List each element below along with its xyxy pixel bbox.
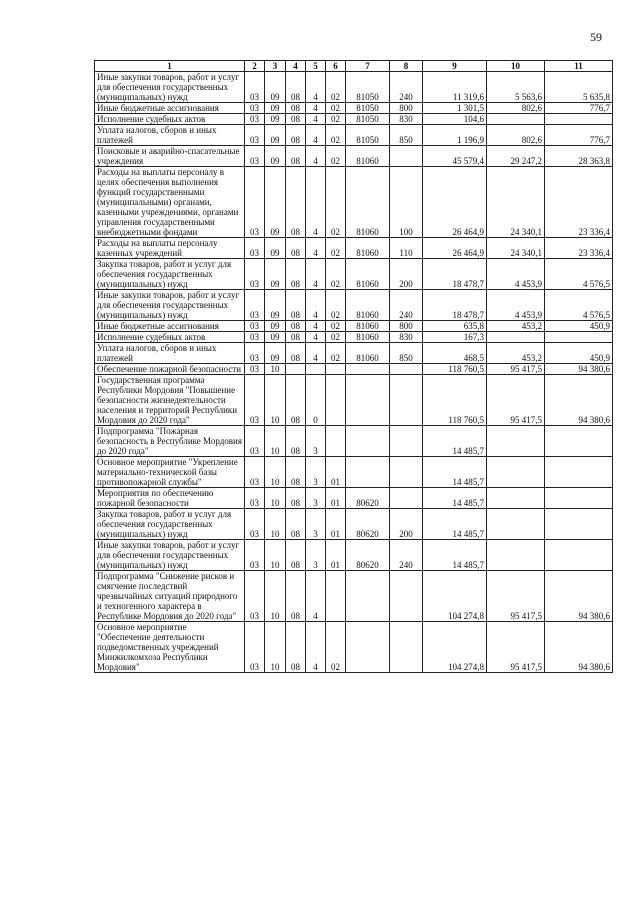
code-cell: 08: [286, 146, 306, 167]
code-cell: 03: [245, 146, 265, 167]
amount-cell: 802,6: [487, 103, 545, 114]
code-cell: 01: [326, 540, 346, 571]
code-cell: 4: [306, 125, 326, 146]
code-cell: 3: [306, 426, 326, 457]
amount-cell: 450,9: [545, 343, 613, 364]
amount-cell: 18 478,7: [423, 259, 487, 290]
code-cell: 03: [245, 114, 265, 125]
amount-cell: 450,9: [545, 321, 613, 332]
code-cell: [346, 364, 390, 375]
code-cell: 09: [265, 321, 286, 332]
code-cell: 02: [326, 332, 346, 343]
amount-cell: 167,3: [423, 332, 487, 343]
code-cell: 08: [286, 114, 306, 125]
header-cell: 6: [326, 61, 346, 72]
amount-cell: 26 464,9: [423, 238, 487, 259]
row-name-cell: Уплата налогов, сборов и иных платежей: [95, 343, 245, 364]
code-cell: 09: [265, 343, 286, 364]
row-name-cell: Поисковые и аварийно-спасательные учреждения: [95, 146, 245, 167]
table-row: [95, 540, 613, 571]
code-cell: 03: [245, 540, 265, 571]
code-cell: 4: [306, 343, 326, 364]
amount-cell: 45 579,4: [423, 146, 487, 167]
table-row: [95, 103, 613, 114]
code-cell: 08: [286, 125, 306, 146]
code-cell: 240: [390, 72, 423, 103]
code-cell: 09: [265, 238, 286, 259]
code-cell: 08: [286, 375, 306, 426]
amount-cell: 23 336,4: [545, 238, 613, 259]
code-cell: 09: [265, 290, 286, 321]
code-cell: 4: [306, 167, 326, 238]
code-cell: 08: [286, 290, 306, 321]
amount-cell: 4 576,5: [545, 290, 613, 321]
code-cell: 4: [306, 114, 326, 125]
row-name-cell: Подпрограмма "Снижение рисков и смягчение последствий чрезвычайных ситуаций природного и техногенного характера в Республике Мордовия до 2020 года": [95, 571, 245, 622]
code-cell: 08: [286, 103, 306, 114]
amount-cell: 118 760,5: [423, 364, 487, 375]
code-cell: 3: [306, 488, 326, 509]
table-row: [95, 364, 613, 375]
code-cell: 81060: [346, 238, 390, 259]
code-cell: 03: [245, 622, 265, 673]
code-cell: 81060: [346, 290, 390, 321]
code-cell: 80620: [346, 540, 390, 571]
code-cell: 4: [306, 259, 326, 290]
code-cell: [286, 364, 306, 375]
amount-cell: 24 340,1: [487, 167, 545, 238]
table-row: [95, 146, 613, 167]
amount-cell: 14 485,7: [423, 457, 487, 488]
amount-cell: 776,7: [545, 125, 613, 146]
code-cell: 09: [265, 72, 286, 103]
code-cell: 03: [245, 103, 265, 114]
code-cell: 01: [326, 457, 346, 488]
code-cell: 03: [245, 332, 265, 343]
code-cell: [346, 571, 390, 622]
amount-cell: [487, 426, 545, 457]
code-cell: 81060: [346, 321, 390, 332]
amount-cell: 14 485,7: [423, 509, 487, 540]
code-cell: 81050: [346, 114, 390, 125]
code-cell: 4: [306, 321, 326, 332]
amount-cell: 14 485,7: [423, 540, 487, 571]
code-cell: [306, 364, 326, 375]
table-row: [95, 72, 613, 103]
code-cell: 10: [265, 426, 286, 457]
amount-cell: [545, 457, 613, 488]
header-cell: 4: [286, 61, 306, 72]
amount-cell: 95 417,5: [487, 364, 545, 375]
table-row: [95, 125, 613, 146]
code-cell: [390, 488, 423, 509]
code-cell: 03: [245, 509, 265, 540]
amount-cell: 1 301,5: [423, 103, 487, 114]
code-cell: 3: [306, 457, 326, 488]
row-name-cell: Государственная программа Республики Мордовия "Повышение безопасности жизнедеятельности населения и территорий Республики Мордовия до 2020 года": [95, 375, 245, 426]
code-cell: 03: [245, 125, 265, 146]
code-cell: [346, 426, 390, 457]
amount-cell: 104 274,8: [423, 571, 487, 622]
amount-cell: [487, 509, 545, 540]
budget-table: [94, 60, 613, 673]
code-cell: 08: [286, 259, 306, 290]
code-cell: 4: [306, 72, 326, 103]
row-name-cell: Основное мероприятие "Укрепление материально-технической базы противопожарной службы": [95, 457, 245, 488]
amount-cell: 95 417,5: [487, 375, 545, 426]
table-row: [95, 426, 613, 457]
code-cell: 81060: [346, 259, 390, 290]
code-cell: 10: [265, 509, 286, 540]
amount-cell: 24 340,1: [487, 238, 545, 259]
amount-cell: [545, 540, 613, 571]
code-cell: 240: [390, 290, 423, 321]
row-name-cell: Основное мероприятие "Обеспечение деятельности подведомственных учреждений Минжилкомхоза Республики Мордовия": [95, 622, 245, 673]
amount-cell: [545, 114, 613, 125]
code-cell: 81050: [346, 103, 390, 114]
table-row: [95, 332, 613, 343]
code-cell: 02: [326, 343, 346, 364]
code-cell: 850: [390, 343, 423, 364]
header-cell: 1: [95, 61, 245, 72]
code-cell: 09: [265, 103, 286, 114]
amount-cell: 28 363,8: [545, 146, 613, 167]
row-name-cell: Иные закупки товаров, работ и услуг для обеспечения государственных (муниципальных) нужд: [95, 290, 245, 321]
row-name-cell: Иные закупки товаров, работ и услуг для обеспечения государственных (муниципальных) нужд: [95, 72, 245, 103]
code-cell: [390, 426, 423, 457]
amount-cell: 14 485,7: [423, 426, 487, 457]
amount-cell: [545, 332, 613, 343]
amount-cell: 5 635,8: [545, 72, 613, 103]
amount-cell: 95 417,5: [487, 571, 545, 622]
code-cell: 08: [286, 488, 306, 509]
code-cell: 4: [306, 571, 326, 622]
table-row: [95, 488, 613, 509]
row-name-cell: Иные бюджетные ассигнования: [95, 103, 245, 114]
table-row: [95, 343, 613, 364]
code-cell: 3: [306, 509, 326, 540]
code-cell: 80620: [346, 488, 390, 509]
header-cell: 8: [390, 61, 423, 72]
code-cell: 240: [390, 540, 423, 571]
table-row: [95, 238, 613, 259]
amount-cell: [487, 114, 545, 125]
code-cell: 110: [390, 238, 423, 259]
code-cell: 03: [245, 375, 265, 426]
code-cell: 03: [245, 571, 265, 622]
code-cell: [390, 364, 423, 375]
amount-cell: 5 563,6: [487, 72, 545, 103]
code-cell: 03: [245, 364, 265, 375]
table-row: [95, 290, 613, 321]
code-cell: [390, 375, 423, 426]
code-cell: 09: [265, 146, 286, 167]
code-cell: 03: [245, 488, 265, 509]
code-cell: 4: [306, 103, 326, 114]
code-cell: 08: [286, 343, 306, 364]
amount-cell: 94 380,6: [545, 622, 613, 673]
code-cell: 08: [286, 426, 306, 457]
code-cell: 08: [286, 332, 306, 343]
code-cell: 10: [265, 622, 286, 673]
header-cell: 2: [245, 61, 265, 72]
row-name-cell: Расходы на выплаты персоналу казенных учреждений: [95, 238, 245, 259]
code-cell: 08: [286, 167, 306, 238]
amount-cell: 776,7: [545, 103, 613, 114]
header-cell: 5: [306, 61, 326, 72]
code-cell: 200: [390, 509, 423, 540]
code-cell: [346, 457, 390, 488]
code-cell: 81060: [346, 332, 390, 343]
amount-cell: [545, 426, 613, 457]
code-cell: [390, 571, 423, 622]
amount-cell: 95 417,5: [487, 622, 545, 673]
amount-cell: 4 453,9: [487, 290, 545, 321]
row-name-cell: Мероприятия по обеспечению пожарной безопасности: [95, 488, 245, 509]
amount-cell: 802,6: [487, 125, 545, 146]
code-cell: 800: [390, 103, 423, 114]
code-cell: 02: [326, 259, 346, 290]
code-cell: 3: [306, 540, 326, 571]
amount-cell: 468,5: [423, 343, 487, 364]
code-cell: 02: [326, 72, 346, 103]
code-cell: 4: [306, 238, 326, 259]
code-cell: 02: [326, 114, 346, 125]
code-cell: 09: [265, 259, 286, 290]
code-cell: 02: [326, 146, 346, 167]
code-cell: 08: [286, 540, 306, 571]
row-name-cell: Расходы на выплаты персоналу в целях обеспечения выполнения функций государственными (муниципальными) органами, казенными учреждениями, органами управления государственными внебюджетными фондами: [95, 167, 245, 238]
row-name-cell: Иные бюджетные ассигнования: [95, 321, 245, 332]
code-cell: 02: [326, 622, 346, 673]
table-row: [95, 114, 613, 125]
header-cell: 7: [346, 61, 390, 72]
code-cell: [346, 622, 390, 673]
amount-cell: 104,6: [423, 114, 487, 125]
amount-cell: [487, 332, 545, 343]
row-name-cell: Подпрограмма "Пожарная безопасность в Республике Мордовия до 2020 года": [95, 426, 245, 457]
code-cell: 10: [265, 488, 286, 509]
table-header-row: [95, 61, 613, 72]
code-cell: [326, 426, 346, 457]
amount-cell: 11 319,6: [423, 72, 487, 103]
row-name-cell: Исполнение судебных актов: [95, 114, 245, 125]
code-cell: 03: [245, 167, 265, 238]
code-cell: 08: [286, 509, 306, 540]
amount-cell: 1 196,9: [423, 125, 487, 146]
row-name-cell: Закупка товаров, работ и услуг для обеспечения государственных (муниципальных) нужд: [95, 509, 245, 540]
code-cell: 4: [306, 146, 326, 167]
code-cell: 850: [390, 125, 423, 146]
amount-cell: 18 478,7: [423, 290, 487, 321]
amount-cell: 94 380,6: [545, 375, 613, 426]
code-cell: [390, 622, 423, 673]
amount-cell: 4 453,9: [487, 259, 545, 290]
amount-cell: [545, 488, 613, 509]
code-cell: 4: [306, 332, 326, 343]
code-cell: 02: [326, 125, 346, 146]
header-cell: 11: [545, 61, 613, 72]
code-cell: [326, 571, 346, 622]
page-number: 59: [590, 30, 602, 44]
row-name-cell: Обеспечение пожарной безопасности: [95, 364, 245, 375]
code-cell: 02: [326, 290, 346, 321]
code-cell: 4: [306, 622, 326, 673]
header-cell: 10: [487, 61, 545, 72]
table-row: [95, 259, 613, 290]
amount-cell: 4 576,5: [545, 259, 613, 290]
header-cell: 9: [423, 61, 487, 72]
code-cell: 10: [265, 457, 286, 488]
table-row: [95, 571, 613, 622]
code-cell: 02: [326, 167, 346, 238]
code-cell: 02: [326, 321, 346, 332]
code-cell: [390, 457, 423, 488]
code-cell: 10: [265, 540, 286, 571]
code-cell: 01: [326, 488, 346, 509]
code-cell: 08: [286, 571, 306, 622]
code-cell: 03: [245, 290, 265, 321]
code-cell: 03: [245, 343, 265, 364]
amount-cell: 94 380,6: [545, 571, 613, 622]
code-cell: 03: [245, 457, 265, 488]
table-row: [95, 509, 613, 540]
code-cell: 100: [390, 167, 423, 238]
table-row: [95, 321, 613, 332]
code-cell: 830: [390, 114, 423, 125]
code-cell: 03: [245, 426, 265, 457]
code-cell: 09: [265, 114, 286, 125]
code-cell: 02: [326, 238, 346, 259]
code-cell: 08: [286, 622, 306, 673]
table-body: [95, 72, 613, 673]
amount-cell: 94 380,6: [545, 364, 613, 375]
code-cell: 09: [265, 125, 286, 146]
code-cell: 10: [265, 571, 286, 622]
code-cell: 01: [326, 509, 346, 540]
row-name-cell: Исполнение судебных актов: [95, 332, 245, 343]
code-cell: 03: [245, 321, 265, 332]
amount-cell: 14 485,7: [423, 488, 487, 509]
code-cell: 08: [286, 457, 306, 488]
code-cell: 03: [245, 238, 265, 259]
amount-cell: 453,2: [487, 343, 545, 364]
code-cell: 80620: [346, 509, 390, 540]
code-cell: 08: [286, 238, 306, 259]
code-cell: 10: [265, 375, 286, 426]
amount-cell: 26 464,9: [423, 167, 487, 238]
amount-cell: 29 247,2: [487, 146, 545, 167]
amount-cell: 104 274,8: [423, 622, 487, 673]
amount-cell: 118 760,5: [423, 375, 487, 426]
code-cell: [346, 375, 390, 426]
code-cell: 08: [286, 72, 306, 103]
header-cell: 3: [265, 61, 286, 72]
code-cell: 81050: [346, 72, 390, 103]
code-cell: 09: [265, 167, 286, 238]
code-cell: 0: [306, 375, 326, 426]
amount-cell: [487, 457, 545, 488]
amount-cell: [487, 488, 545, 509]
code-cell: 03: [245, 259, 265, 290]
code-cell: [326, 364, 346, 375]
code-cell: 08: [286, 321, 306, 332]
code-cell: 81060: [346, 146, 390, 167]
code-cell: 81060: [346, 167, 390, 238]
code-cell: 830: [390, 332, 423, 343]
amount-cell: [545, 509, 613, 540]
code-cell: 10: [265, 364, 286, 375]
code-cell: 02: [326, 103, 346, 114]
table-row: [95, 375, 613, 426]
code-cell: 4: [306, 290, 326, 321]
amount-cell: 453,2: [487, 321, 545, 332]
amount-cell: 23 336,4: [545, 167, 613, 238]
code-cell: [326, 375, 346, 426]
table-row: [95, 622, 613, 673]
code-cell: [390, 146, 423, 167]
table-row: [95, 457, 613, 488]
row-name-cell: Закупка товаров, работ и услуг для обеспечения государственных (муниципальных) нужд: [95, 259, 245, 290]
table-row: [95, 167, 613, 238]
code-cell: 200: [390, 259, 423, 290]
row-name-cell: Уплата налогов, сборов и иных платежей: [95, 125, 245, 146]
code-cell: 03: [245, 72, 265, 103]
code-cell: 800: [390, 321, 423, 332]
row-name-cell: Иные закупки товаров, работ и услуг для обеспечения государственных (муниципальных) нужд: [95, 540, 245, 571]
code-cell: 81050: [346, 125, 390, 146]
code-cell: 09: [265, 332, 286, 343]
code-cell: 81060: [346, 343, 390, 364]
amount-cell: [487, 540, 545, 571]
amount-cell: 635,8: [423, 321, 487, 332]
